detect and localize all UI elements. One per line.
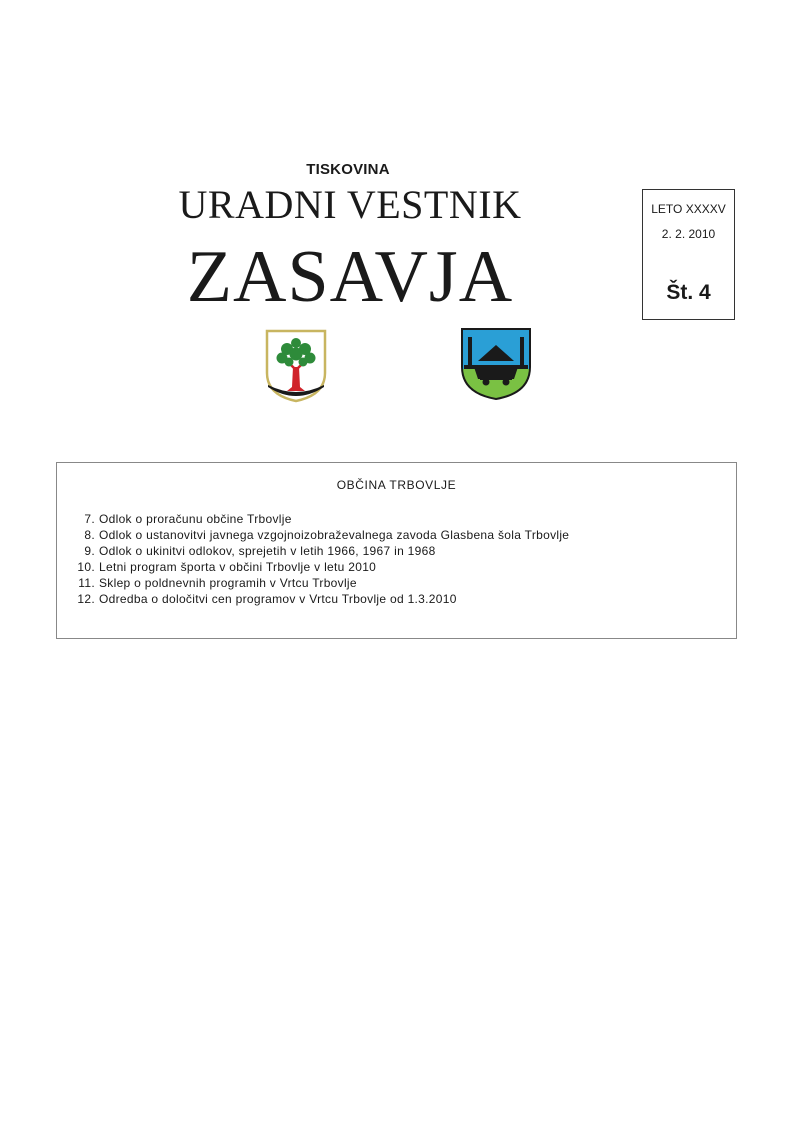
region-title: ZASAVJA — [186, 236, 514, 318]
item-number: 11. — [78, 576, 95, 590]
item-number: 10. — [77, 560, 95, 574]
contents-heading: OBČINA TRBOVLJE — [336, 478, 457, 492]
item-number: 12. — [77, 592, 95, 606]
item-number: 9. — [84, 544, 95, 558]
item-title: Odlok o ukinitvi odlokov, sprejetih v letih 1966, 1967 in 1968 — [99, 544, 436, 558]
item-title: Odlok o ustanovitvi javnega vzgojnoizobraževalnega zavoda Glasbena šola Trbovlje — [99, 528, 570, 542]
list-item[interactable] — [67, 575, 569, 591]
item-title: Odlok o proračunu občine Trbovlje — [99, 512, 292, 526]
coat-of-arms-mining-icon — [460, 327, 532, 401]
table-of-contents — [56, 462, 737, 639]
item-number: 7. — [84, 512, 95, 526]
list-item[interactable] — [67, 511, 569, 527]
kicker: TISKOVINA — [306, 161, 390, 178]
issue-date: 2. 2. 2010 — [661, 227, 716, 241]
item-number: 8. — [84, 528, 95, 542]
contents-list — [67, 511, 569, 607]
list-item[interactable] — [67, 543, 569, 559]
list-item[interactable] — [67, 527, 569, 543]
item-title: Odredba o določitvi cen programov v Vrtcu Trbovlje od 1.3.2010 — [99, 592, 457, 606]
volume-year: LETO XXXXV — [651, 202, 726, 216]
issue-info-box — [642, 189, 735, 320]
item-title: Sklep o poldnevnih programih v Vrtcu Trbovlje — [99, 576, 357, 590]
item-title: Letni program športa v občini Trbovlje v letu 2010 — [99, 560, 377, 574]
list-item[interactable] — [67, 559, 569, 575]
publication-title: URADNI VESTNIK — [178, 182, 522, 227]
issue-number: Št. 4 — [666, 281, 711, 304]
coat-of-arms-oak-tree-icon — [265, 329, 327, 403]
list-item[interactable] — [67, 591, 569, 607]
